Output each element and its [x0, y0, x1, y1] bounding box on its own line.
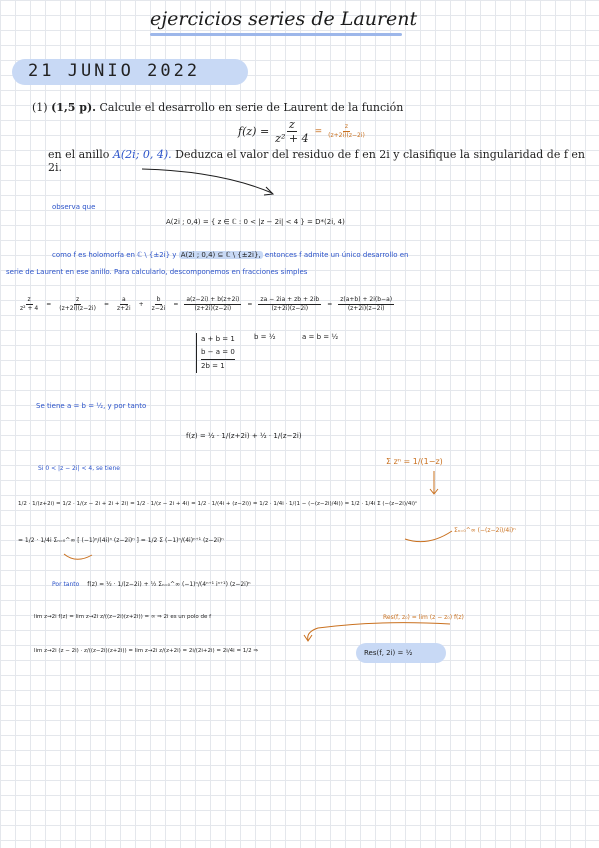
title-underline — [150, 33, 402, 36]
equation-system: a + b = 1 b − a = 0 2b = 1 — [196, 333, 235, 373]
problem-line-1: (1) (1,5 p). Calcule el desarrollo en serie de Laurent de la función — [32, 101, 404, 114]
residue-result: Res(f, 2i) = ½ — [364, 649, 413, 657]
f-split: f(z) = ½ · 1/(z+2i) + ½ · 1/(z−2i) — [186, 432, 302, 440]
annulus-definition: A(2i ; 0,4) = { z ∈ ℂ : 0 < |z − 2i| < 4 } = D*(2i, 4) — [166, 218, 345, 226]
annulus-arrow — [140, 165, 280, 200]
observe-label: observa que — [52, 203, 96, 211]
function-definition: f(z) = $\frac{z}{\text{z² + 4}}$ = $\frac{z}{(z+2i)(z-2i)}$ — [238, 118, 365, 145]
problem-statement-1: Calcule el desarrollo en serie de Laurent de la función — [99, 101, 404, 114]
sum-loop-arrow — [62, 552, 96, 564]
page-title: ejercicios series de Laurent — [150, 8, 418, 30]
partial-fractions-equation: $\frac{z}{\text{z² + 4}}$ = $\frac{z}{(z+2i)(z-2i)}$ = $\frac{a}{z+2i}$ + $\frac{b}{z-2i}$ = $\frac{a(z-2i) + b(z+2i)}{(z+2i)(z-2i)}$ = $\frac{za - 2ia + zb + 2ib}{(z+2i)(z-2i)}$ = $\frac{z(a+b) + 2i(b-a)}{(z+2i)(z-2i)}$ — [20, 296, 393, 312]
date-heading: 21 JUNIO 2022 — [28, 61, 201, 81]
annulus-link: A(2i; 0, 4). — [112, 148, 172, 161]
laurent-chain-1: 1/2 · 1/(z+2i) = 1/2 · 1/(z − 2i + 2i + 2i) = 1/2 · 1/(z − 2i + 4i) = 1/2 · 1/(4i + (z−2i)) = 1/2 · 1/4i · 1/(1 − (−(z−2i)/4i)) = 1/2 · 1/4i Σ (−(z−2i)/4i)ⁿ — [18, 501, 418, 507]
laurent-chain-2: = 1/2 · 1/4i Σₙ₌₀^∞ [ (−1)ⁿ/(4i)ⁿ (z−2i)ⁿ ] = 1/2 Σ (−1)ⁿ/(4i)ⁿ⁺¹ (z−2i)ⁿ — [18, 537, 224, 544]
limit-residue-line: lim z→2i (z − 2i) · z/((z−2i)(z+2i)) = lim z→2i z/(z+2i) = 2i/(2i+2i) = 2i/4i = 1/2 ⇒ — [34, 648, 259, 654]
por-tanto-line: Por tanto f(z) = ½ · 1/(z−2i) + ½ Σₙ₌₀^∞ (−1)ⁿ/(4ⁿ⁺¹ iⁿ⁺¹) (z−2i)ⁿ — [52, 581, 251, 588]
chain-link-arrow — [402, 525, 458, 551]
problem-line-2: en el anillo A(2i; 0, 4). Deduzca el valor del residuo de f en 2i y clasifique la singularidad de f en 2i. — [48, 148, 586, 174]
factored-fraction: $\frac{z}{(z+2i)(z-2i)}$ — [328, 123, 365, 139]
holomorphic-line-2: serie de Laurent en ese anillo. Para calcularlo, descomponemos en fracciones simples — [6, 268, 308, 276]
function-fraction: $\frac{z}{\text{z² + 4}}$ — [275, 118, 309, 145]
condition-line: Si 0 < |z − 2i| < 4, se tiene — [38, 465, 120, 472]
residue-def-arrow — [298, 620, 458, 644]
problem-points: (1,5 p). — [51, 101, 96, 114]
geometric-note-arrow — [426, 470, 442, 496]
ab-value: a = b = ½ — [302, 333, 339, 341]
b-value: b = ½ — [254, 333, 276, 341]
se-tiene-line: Se tiene a = b = ½, y por tanto — [36, 402, 147, 410]
series-side-note: Σₙ₌₀^∞ (−(z−2i)/4i)ⁿ — [454, 527, 516, 534]
holomorphic-line-1: como f es holomorfa en ℂ \ {±2i} y A(2i ; 0,4) ⊆ ℂ \ {±2i}, entonces f admite un único desarrollo en — [52, 251, 409, 259]
limit-pole-line: lim z→2i f(z) = lim z→2i z/((z−2i)(z+2i)) = ∞ ⇒ 2i es un polo de f — [34, 614, 212, 620]
geometric-series-note: Σ zⁿ = 1/(1−z) — [386, 457, 443, 466]
residue-definition: Res(f, z₀) = lim (z − z₀) f(z) — [383, 614, 464, 621]
